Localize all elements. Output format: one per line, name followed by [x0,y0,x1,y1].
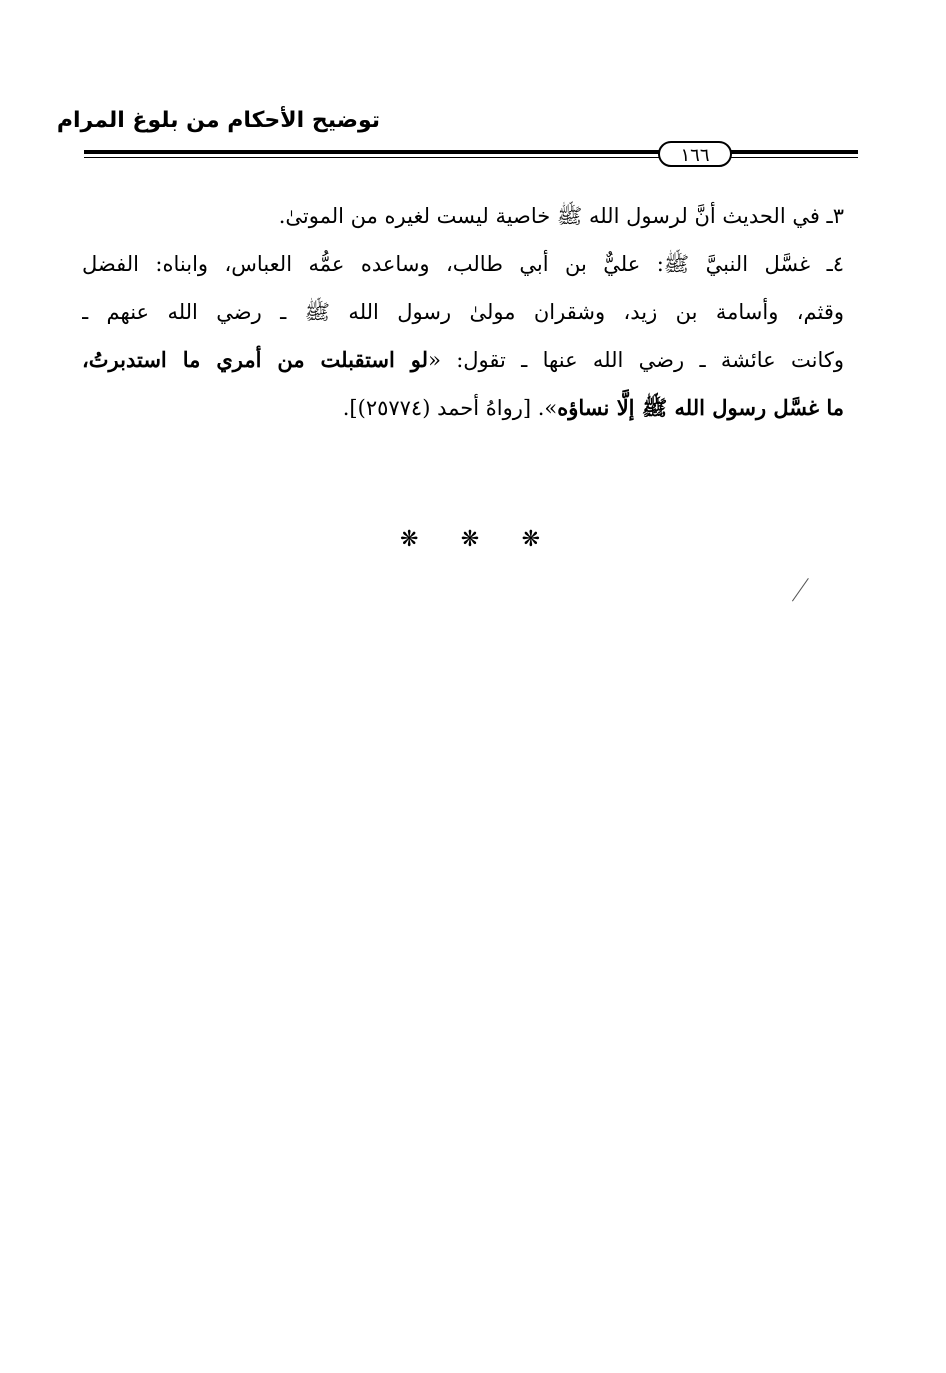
point-3 [82,192,844,240]
hadith-quote-part-1: لو استقبلت من أمري ما استدبرتُ، [82,347,429,372]
point-3-line-1: ٣ـ في الحديث أنَّ لرسول الله ﷺ خاصية ليست لغيره من الموتىٰ. [278,204,844,228]
header-rule-thin [84,157,858,158]
separator-star-icon: ❋ [521,527,540,552]
body-text [82,192,844,432]
header-rule-thick [84,150,858,154]
page-number: ١٦٦ [658,141,732,167]
point-4-line-4 [82,384,844,432]
separator-star-icon: ❋ [400,527,419,552]
running-title: توضيح الأحكام من بلوغ المرام [56,108,380,133]
point-4-line-3-text: وكانت عائشة ـ رضي الله عنها ـ تقول: « [428,348,844,372]
point-4-line-2: وقثم، وأسامة بن زيد، وشقران مولىٰ رسول الله ﷺ ـ رضي الله عنهم ـ [82,300,844,324]
section-separator [400,527,540,552]
point-4-line-3 [82,336,844,384]
point-4-line-1: ٤ـ غسَّل النبيَّ ﷺ: عليٌّ بن أبي طالب، وساعده عمُّه العباس، وابناه: الفضل [82,252,844,276]
citation: ». [رواهُ أحمد (٢٥٧٧٤)]. [342,396,558,420]
point-4 [82,240,844,432]
hadith-quote-part-2: ما غسَّل رسول الله ﷺ إلَّا نساؤه [557,395,844,420]
separator-star-icon: ❋ [460,527,480,552]
stray-pen-mark [792,578,809,602]
